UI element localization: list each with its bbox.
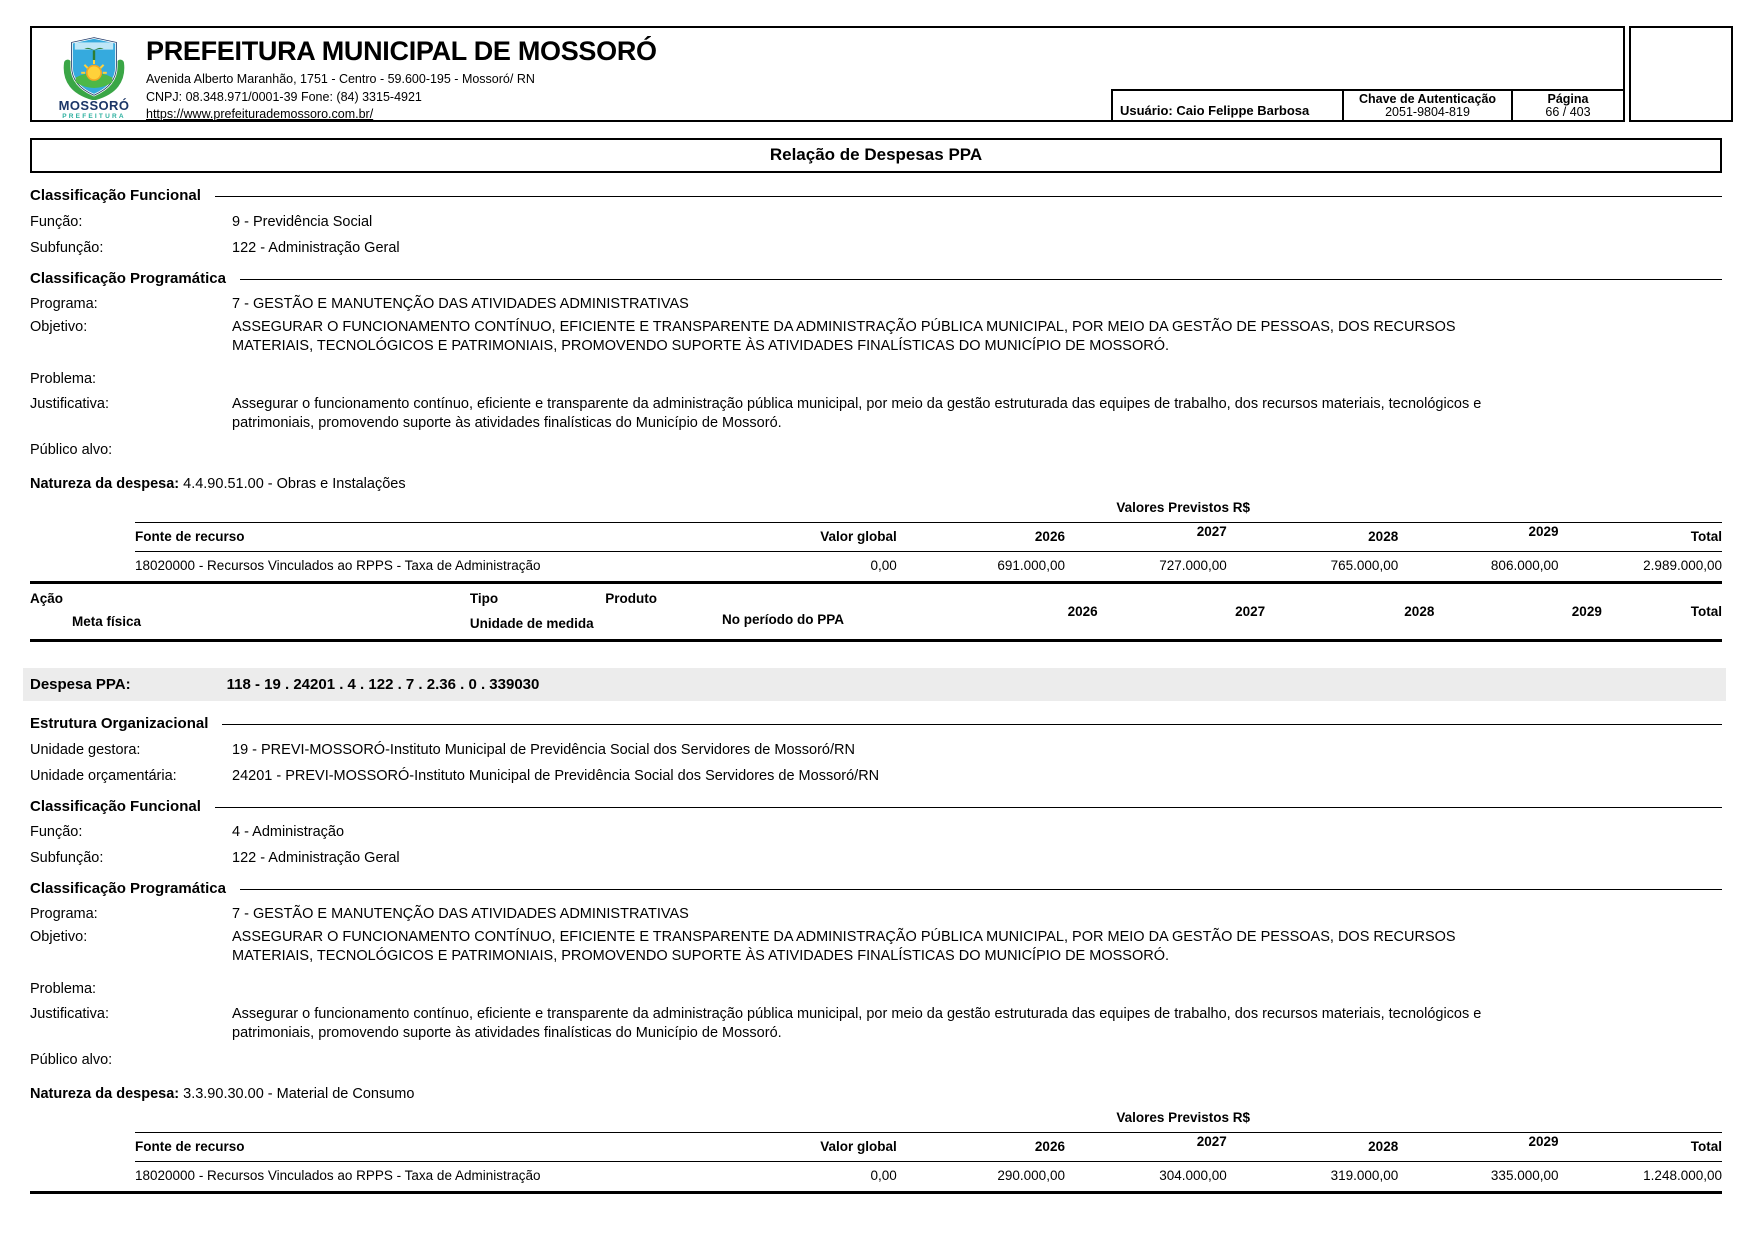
page-number: 66 / 403 [1545, 105, 1591, 119]
cell-2026: 290.000,00 [997, 1168, 1065, 1183]
field-value-funcao: 4 - Administração [232, 824, 345, 840]
acao-col-total: Total [1690, 604, 1722, 619]
field-label-programa: Programa: [30, 906, 98, 922]
section-rule [240, 889, 1722, 890]
page-label: Página [1547, 92, 1589, 106]
section-estrutura-organizacional [30, 715, 1722, 732]
cell-valor-global: 0,00 [870, 558, 897, 573]
cell-2027: 304.000,00 [1159, 1168, 1227, 1183]
section-rule [240, 279, 1722, 280]
col-2026: 2026 [1034, 529, 1065, 544]
field-value-justificativa: Assegurar o funcionamento contínuo, eficiente e transparente da administração pública municipal, por meio da gestão estruturada das equipes de trabalho, dos recursos materiais, tecnológicos e patrimoniais, promovendo suporte às atividades finalísticas do Município de Mossoró. [232, 1006, 1482, 1041]
auth-key-value: 2051-9804-819 [1385, 105, 1470, 119]
field-label-justificativa: Justificativa: [30, 1006, 109, 1022]
field-label-objetivo: Objetivo: [30, 929, 88, 945]
auth-key-cell [1342, 91, 1511, 120]
field-value-funcao: 9 - Previdência Social [232, 214, 373, 230]
tipo-label: Tipo [469, 591, 499, 606]
field-label-problema: Problema: [30, 981, 97, 997]
field-value-objetivo: ASSEGURAR O FUNCIONAMENTO CONTÍNUO, EFICIENTE E TRANSPARENTE DA ADMINISTRAÇÃO PÚBLICA MUNICIPAL, POR MEIO DA GESTÃO DE PESSOAS, DOS RECURSOS MATERIAIS, TECNOLÓGICOS E PATRIMONIAIS, PROMOVENDO SUPORTE ÀS ATIVIDADES FINALÍSTICAS DO MUNICÍPIO DE MOSSORÓ. [232, 319, 1456, 354]
cell-valor-global: 0,00 [870, 1168, 897, 1183]
valores-previstos-text: Valores Previstos R$ [1116, 1110, 1250, 1125]
page-cell [1511, 91, 1623, 120]
col-total: Total [1690, 1139, 1722, 1154]
org-cnpj-phone: CNPJ: 08.348.971/0001-39 Fone: (84) 3315-4921 [146, 89, 422, 104]
org-name: PREFEITURA MUNICIPAL DE MOSSORÓ [146, 36, 657, 66]
field-value-programa: 7 - GESTÃO E MANUTENÇÃO DAS ATIVIDADES ADMINISTRATIVAS [232, 906, 689, 922]
page-header [30, 26, 1733, 122]
field-value-subfuncao: 122 - Administração Geral [232, 850, 400, 866]
col-valor-global: Valor global [820, 529, 897, 544]
section-classificacao-programatica-2 [30, 880, 1722, 897]
section-title: Classificação Programática [30, 270, 226, 287]
field-value-unidade-gestora: 19 - PREVI-MOSSORÓ-Instituto Municipal de Previdência Social dos Servidores de Mossoró/RN [232, 742, 855, 758]
logo-sub-text: PREFEITURA [62, 113, 126, 120]
field-value-objetivo: ASSEGURAR O FUNCIONAMENTO CONTÍNUO, EFICIENTE E TRANSPARENTE DA ADMINISTRAÇÃO PÚBLICA MUNICIPAL, POR MEIO DA GESTÃO DE PESSOAS, DOS RECURSOS MATERIAIS, TECNOLÓGICOS E PATRIMONIAIS, PROMOVENDO SUPORTE ÀS ATIVIDADES FINALÍSTICAS DO MUNICÍPIO DE MOSSORÓ. [232, 929, 1456, 964]
acao-label: Ação [30, 591, 64, 606]
table-row [135, 1162, 1722, 1192]
section-rule [215, 196, 1722, 197]
field-label-unidade-gestora: Unidade gestora: [30, 742, 141, 758]
despesa-ppa-label: Despesa PPA: [30, 676, 131, 693]
auth-bar [1111, 89, 1623, 120]
section-title: Estrutura Organizacional [30, 715, 209, 732]
field-label-problema: Problema: [30, 371, 97, 387]
valores-previstos-text: Valores Previstos R$ [1116, 500, 1250, 515]
field-label-funcao: Função: [30, 214, 83, 230]
cell-2026: 691.000,00 [997, 558, 1065, 573]
table-header-row [135, 1133, 1722, 1162]
table-row [135, 552, 1722, 582]
cell-fonte: 18020000 - Recursos Vinculados ao RPPS - Taxa de Administração [135, 558, 541, 573]
field-value-justificativa: Assegurar o funcionamento contínuo, eficiente e transparente da administração pública municipal, por meio da gestão estruturada das equipes de trabalho, dos recursos materiais, tecnológicos e patrimoniais, promovendo suporte às atividades finalísticas do Município de Mossoró. [232, 396, 1482, 431]
field-value-unidade-orcamentaria: 24201 - PREVI-MOSSORÓ-Instituto Municipal de Previdência Social dos Servidores de Mossoró/RN [232, 768, 880, 784]
org-website-link[interactable]: https://www.prefeiturademossoro.com.br/ [146, 107, 374, 121]
acao-col-2029: 2029 [1571, 604, 1602, 619]
field-label-subfuncao: Subfunção: [30, 850, 104, 866]
header-corner-box [1629, 26, 1733, 122]
field-label-subfuncao: Subfunção: [30, 240, 104, 256]
section-rule [215, 807, 1722, 808]
logo-city-text: MOSSORÓ [58, 98, 130, 113]
cell-total: 1.248.000,00 [1643, 1168, 1722, 1183]
auth-key-label: Chave de Autenticação [1358, 92, 1497, 106]
section-title: Classificação Funcional [30, 187, 201, 204]
cell-2029: 806.000,00 [1490, 558, 1559, 573]
col-2028: 2028 [1368, 1139, 1399, 1154]
cell-2028: 319.000,00 [1330, 1168, 1399, 1183]
acao-band [30, 584, 1722, 642]
section-rule [222, 724, 1722, 725]
unidade-medida-label: Unidade de medida [469, 616, 594, 631]
col-valor-global: Valor global [820, 1139, 897, 1154]
cell-2028: 765.000,00 [1330, 558, 1399, 573]
header-box [30, 26, 1625, 122]
field-value-subfuncao: 122 - Administração Geral [232, 240, 400, 256]
section-classificacao-funcional [30, 187, 1722, 204]
field-label-publico-alvo: Público alvo: [30, 442, 113, 458]
fonte-recurso-table-1 [30, 522, 1722, 584]
col-fonte-recurso: Fonte de recurso [135, 529, 245, 544]
report-title: Relação de Despesas PPA [30, 138, 1722, 173]
col-2029: 2029 [1528, 1134, 1559, 1149]
acao-col-2027: 2027 [1235, 604, 1266, 619]
field-value-programa: 7 - GESTÃO E MANUTENÇÃO DAS ATIVIDADES ADMINISTRATIVAS [232, 296, 689, 312]
natureza-label: Natureza da despesa: [30, 1086, 180, 1102]
col-2027: 2027 [1196, 524, 1227, 539]
city-logo [48, 34, 140, 120]
section-title: Classificação Programática [30, 880, 226, 897]
col-2029: 2029 [1528, 524, 1559, 539]
section-classificacao-funcional-2 [30, 798, 1722, 815]
cell-fonte: 18020000 - Recursos Vinculados ao RPPS - Taxa de Administração [135, 1168, 541, 1183]
no-periodo-ppa-label: No período do PPA [722, 612, 845, 627]
field-label-unidade-orcamentaria: Unidade orçamentária: [30, 768, 177, 784]
cell-total: 2.989.000,00 [1643, 558, 1722, 573]
natureza-value: 3.3.90.30.00 - Material de Consumo [183, 1086, 415, 1102]
field-label-programa: Programa: [30, 296, 98, 312]
acao-col-2028: 2028 [1404, 604, 1435, 619]
natureza-line-2 [30, 1086, 1722, 1102]
despesa-ppa-band [23, 668, 1726, 701]
fonte-recurso-table-2 [30, 1132, 1722, 1194]
meta-fisica-label: Meta física [72, 614, 142, 629]
city-crest-icon [57, 36, 131, 100]
cell-2027: 727.000,00 [1159, 558, 1227, 573]
valores-previstos-label [135, 500, 1722, 515]
col-2026: 2026 [1034, 1139, 1065, 1154]
field-label-funcao: Função: [30, 824, 83, 840]
col-fonte-recurso: Fonte de recurso [135, 1139, 245, 1154]
col-total: Total [1690, 529, 1722, 544]
field-label-publico-alvo: Público alvo: [30, 1052, 113, 1068]
field-label-justificativa: Justificativa: [30, 396, 109, 412]
acao-col-2026: 2026 [1067, 604, 1098, 619]
user-cell: Usuário: Caio Felippe Barbosa [1111, 91, 1342, 120]
valores-previstos-label-2 [135, 1110, 1722, 1125]
table-header-row [135, 523, 1722, 552]
col-2027: 2027 [1196, 1134, 1227, 1149]
natureza-line [30, 476, 1722, 492]
section-classificacao-programatica [30, 270, 1722, 287]
natureza-label: Natureza da despesa: [30, 476, 180, 492]
cell-2029: 335.000,00 [1490, 1168, 1559, 1183]
org-address: Avenida Alberto Maranhão, 1751 - Centro - 59.600-195 - Mossoró/ RN [146, 72, 535, 86]
col-2028: 2028 [1368, 529, 1399, 544]
produto-label: Produto [605, 591, 658, 606]
natureza-value: 4.4.90.51.00 - Obras e Instalações [183, 476, 406, 492]
section-title: Classificação Funcional [30, 798, 201, 815]
field-label-objetivo: Objetivo: [30, 319, 88, 335]
despesa-ppa-code: 118 - 19 . 24201 . 4 . 122 . 7 . 2.36 . 0 . 339030 [226, 676, 540, 693]
